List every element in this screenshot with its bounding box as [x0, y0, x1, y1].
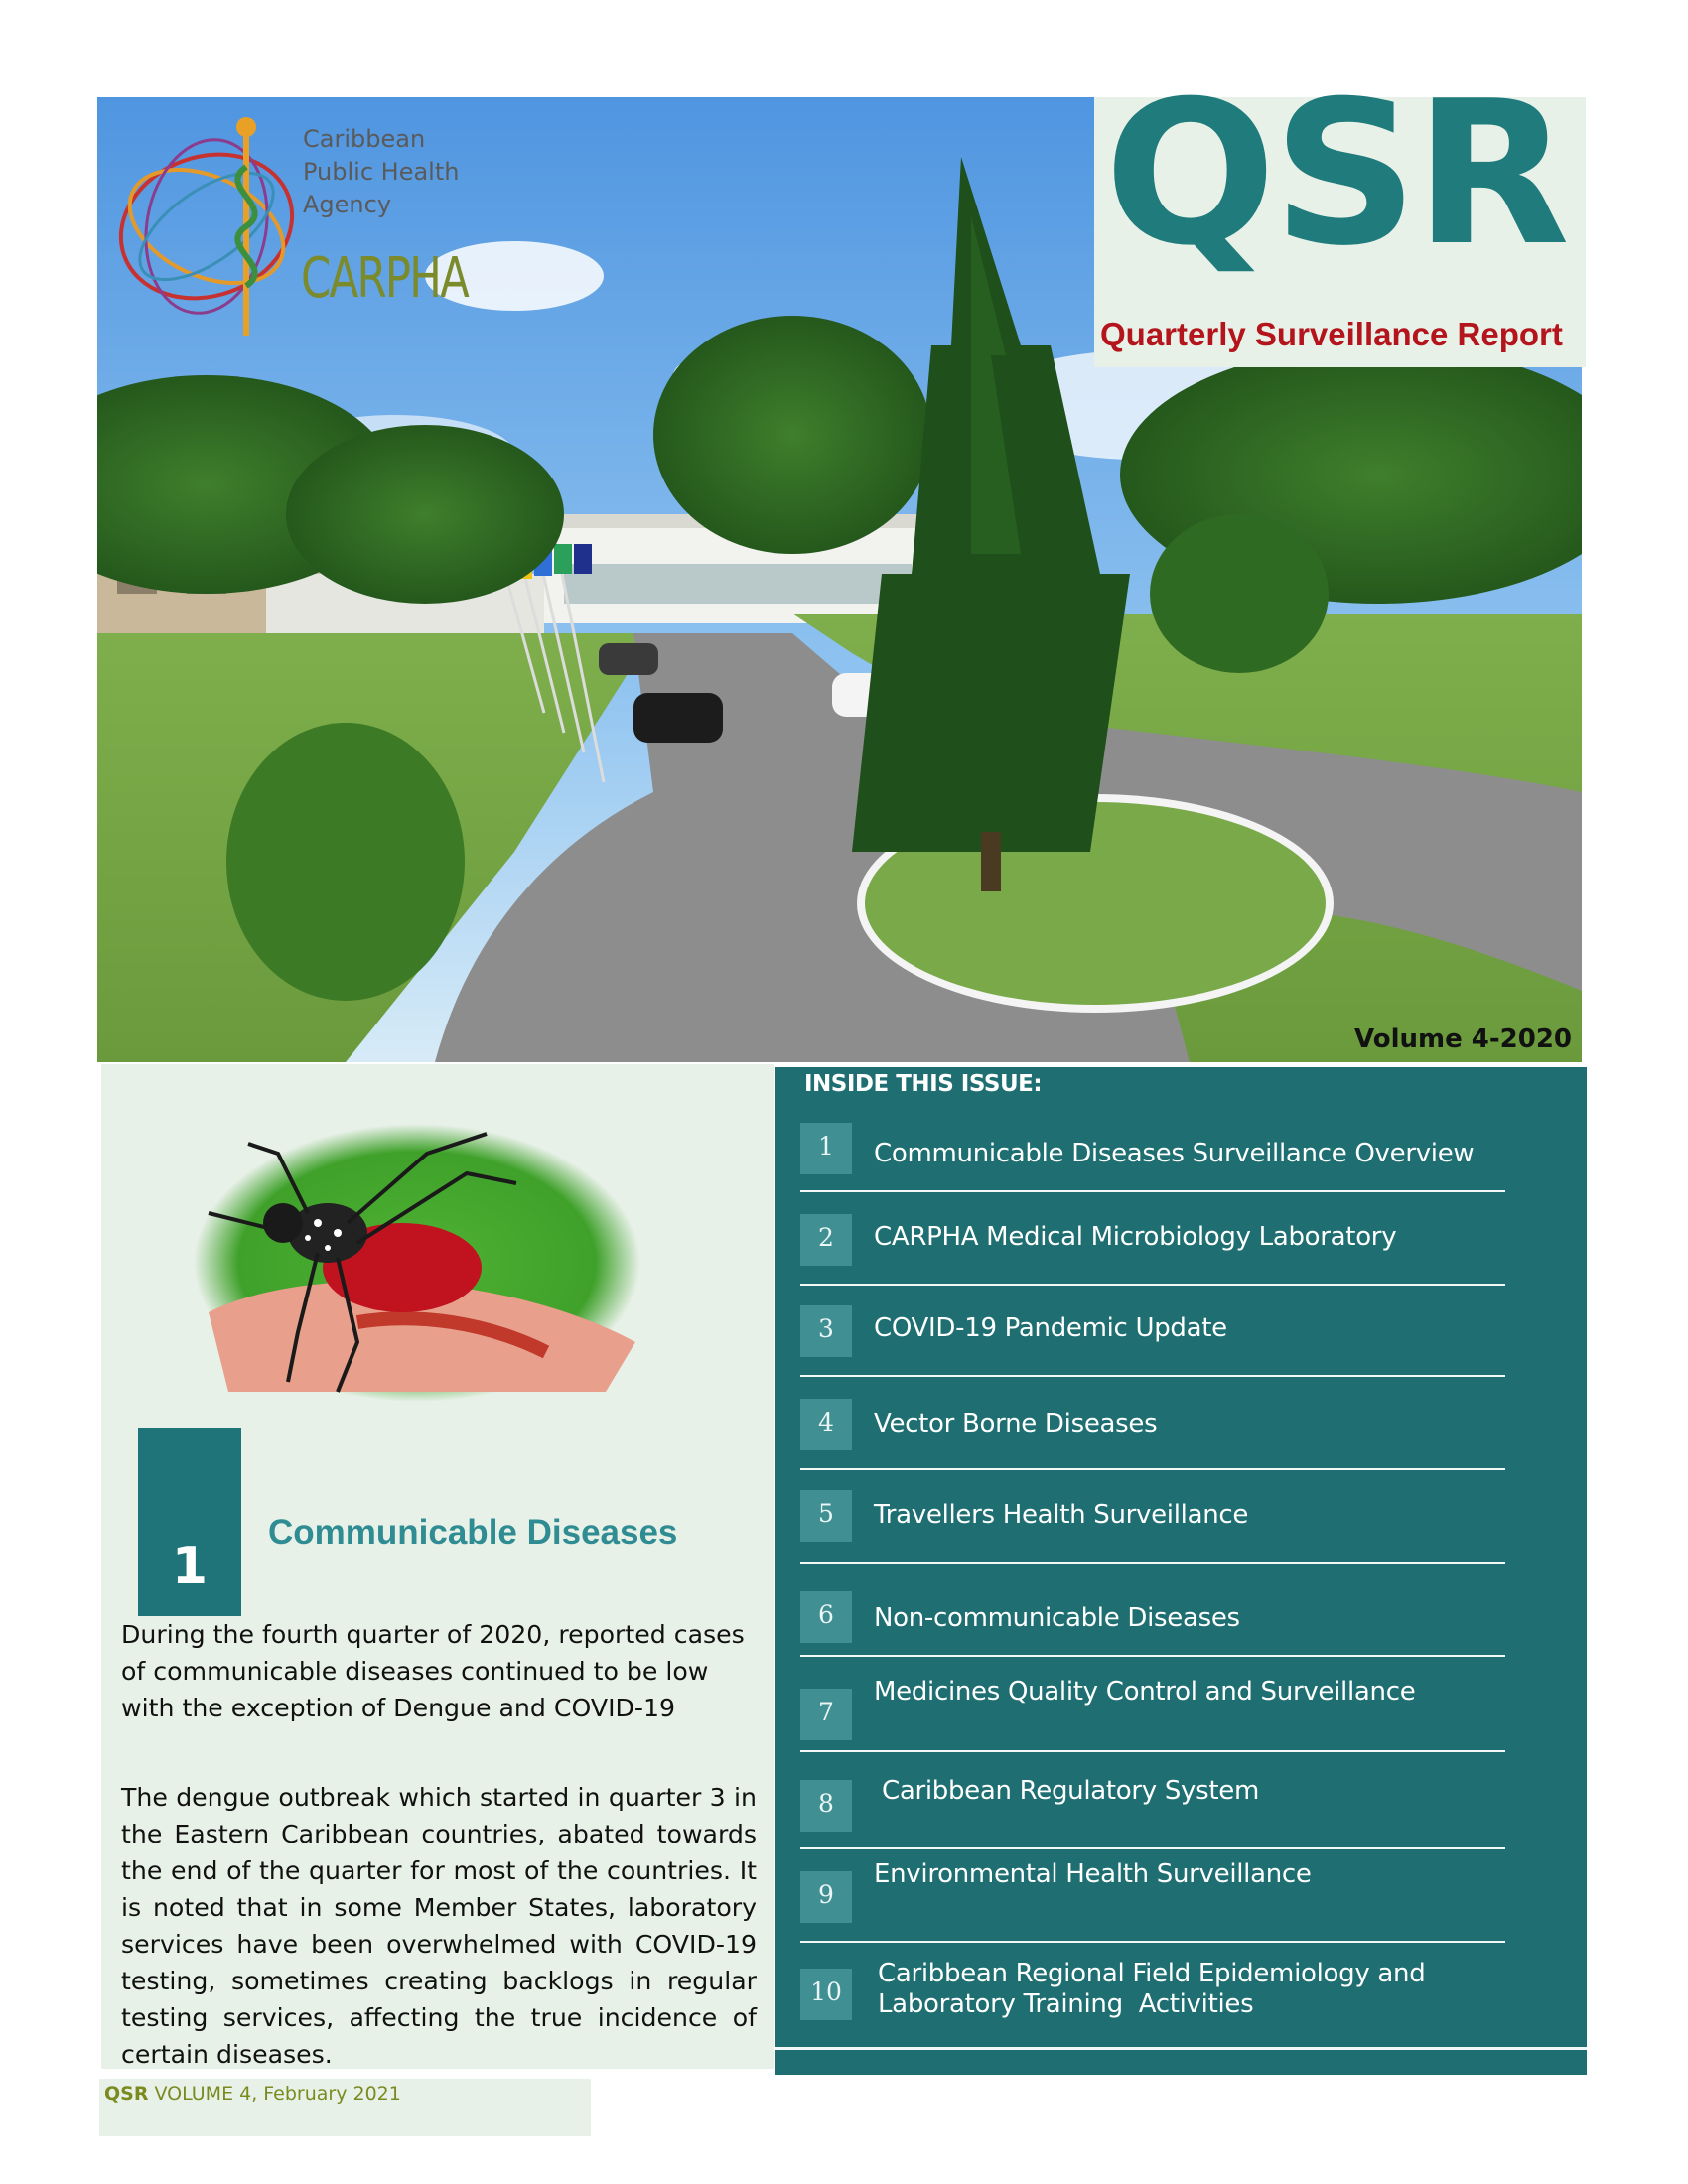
toc-item-3[interactable]: [800, 1305, 1505, 1385]
logo-line: Agency: [303, 191, 392, 218]
toc-label-line: Caribbean Regional Field Epidemiology and: [878, 1959, 1426, 1988]
toc-label: Environmental Health Surveillance: [874, 1859, 1312, 1889]
toc-divider: [800, 1750, 1505, 1752]
toc-divider: [800, 1655, 1505, 1657]
toc-number: 1: [800, 1123, 852, 1174]
toc-item-8[interactable]: [800, 1768, 1505, 1847]
masthead: [1094, 59, 1586, 367]
section-number-box: [138, 1428, 241, 1616]
toc-heading: INSIDE THIS ISSUE:: [804, 1071, 1043, 1097]
toc-item-9[interactable]: [800, 1859, 1505, 1939]
feature-article: [101, 1064, 774, 2069]
publication-title: QSR: [1104, 59, 1567, 290]
toc-label: Vector Borne Diseases: [874, 1409, 1158, 1438]
article-paragraph: The dengue outbreak which started in quarter 3 in the Eastern Caribbean countries, abated towards the end of the quarter for most of the countries. It is noted that in some Member States, laboratory services have been overwhelmed with COVID-19 testing, sometimes creating backlogs in regular testing services, affecting the true incidence of certain diseases.: [121, 1783, 757, 2069]
toc-number: 3: [800, 1305, 852, 1357]
toc-label: COVID-19 Pandemic Update: [874, 1313, 1227, 1343]
toc-label: CARPHA Medical Microbiology Laboratory: [874, 1222, 1397, 1252]
footer-brand: QSR: [104, 2083, 149, 2105]
toc-label: Medicines Quality Control and Surveillance: [874, 1677, 1416, 1706]
toc-number: 5: [800, 1490, 852, 1542]
toc-label: Travellers Health Surveillance: [874, 1500, 1249, 1530]
inside-this-issue-panel: [775, 1067, 1587, 2075]
toc-label: Communicable Diseases Surveillance Overview: [874, 1139, 1475, 1168]
page-footer: [99, 2079, 591, 2136]
toc-item-6[interactable]: [800, 1591, 1505, 1671]
toc-item-5[interactable]: [800, 1490, 1505, 1570]
toc-label: [878, 1959, 1425, 2020]
volume-label: Volume 4-2020: [1354, 1024, 1573, 1054]
toc-divider: [800, 1375, 1505, 1377]
toc-number: 9: [800, 1871, 852, 1923]
mosquito-photo: [189, 1114, 645, 1412]
toc-item-1[interactable]: [800, 1123, 1505, 1202]
toc-item-2[interactable]: [800, 1214, 1505, 1294]
toc-divider: [800, 1941, 1505, 1943]
toc-number: 7: [800, 1689, 852, 1740]
toc-divider: [800, 1284, 1505, 1286]
carpha-emblem-icon: [107, 107, 306, 345]
toc-label: Non-communicable Diseases: [874, 1603, 1240, 1633]
footer-text: [104, 2083, 401, 2105]
toc-number: 4: [800, 1399, 852, 1450]
section-title: Communicable Diseases: [268, 1513, 678, 1552]
toc-number: 2: [800, 1214, 852, 1266]
toc-item-7[interactable]: [800, 1677, 1505, 1756]
toc-divider: [800, 1847, 1505, 1849]
toc-divider: [800, 1562, 1505, 1564]
logo-agency-name: [303, 123, 459, 221]
toc-number: 8: [800, 1780, 852, 1832]
carpha-logo: [107, 107, 524, 345]
toc-item-10[interactable]: [800, 1957, 1505, 2036]
toc-divider: [800, 1190, 1505, 1192]
article-paragraph: During the fourth quarter of 2020, reported cases of communicable diseases continued to be low with the exception of Dengue and COVID-19: [121, 1620, 745, 1722]
toc-label-line: Laboratory Training Activities: [878, 1989, 1254, 2019]
toc-number: 6: [800, 1591, 852, 1643]
logo-line: Public Health: [303, 158, 460, 186]
toc-divider: [800, 1468, 1505, 1470]
toc-label: Caribbean Regulatory System: [874, 1776, 1259, 1806]
toc-bottom-divider: [775, 2047, 1587, 2050]
logo-line: Caribbean: [303, 125, 426, 153]
footer-volume: VOLUME 4, February 2021: [148, 2083, 401, 2105]
toc-number: 10: [800, 1969, 852, 2020]
toc-item-4[interactable]: [800, 1399, 1505, 1478]
publication-subtitle: Quarterly Surveillance Report: [1100, 316, 1563, 352]
logo-wordmark: CARPHA: [301, 246, 469, 311]
section-number: 1: [171, 1537, 209, 1596]
